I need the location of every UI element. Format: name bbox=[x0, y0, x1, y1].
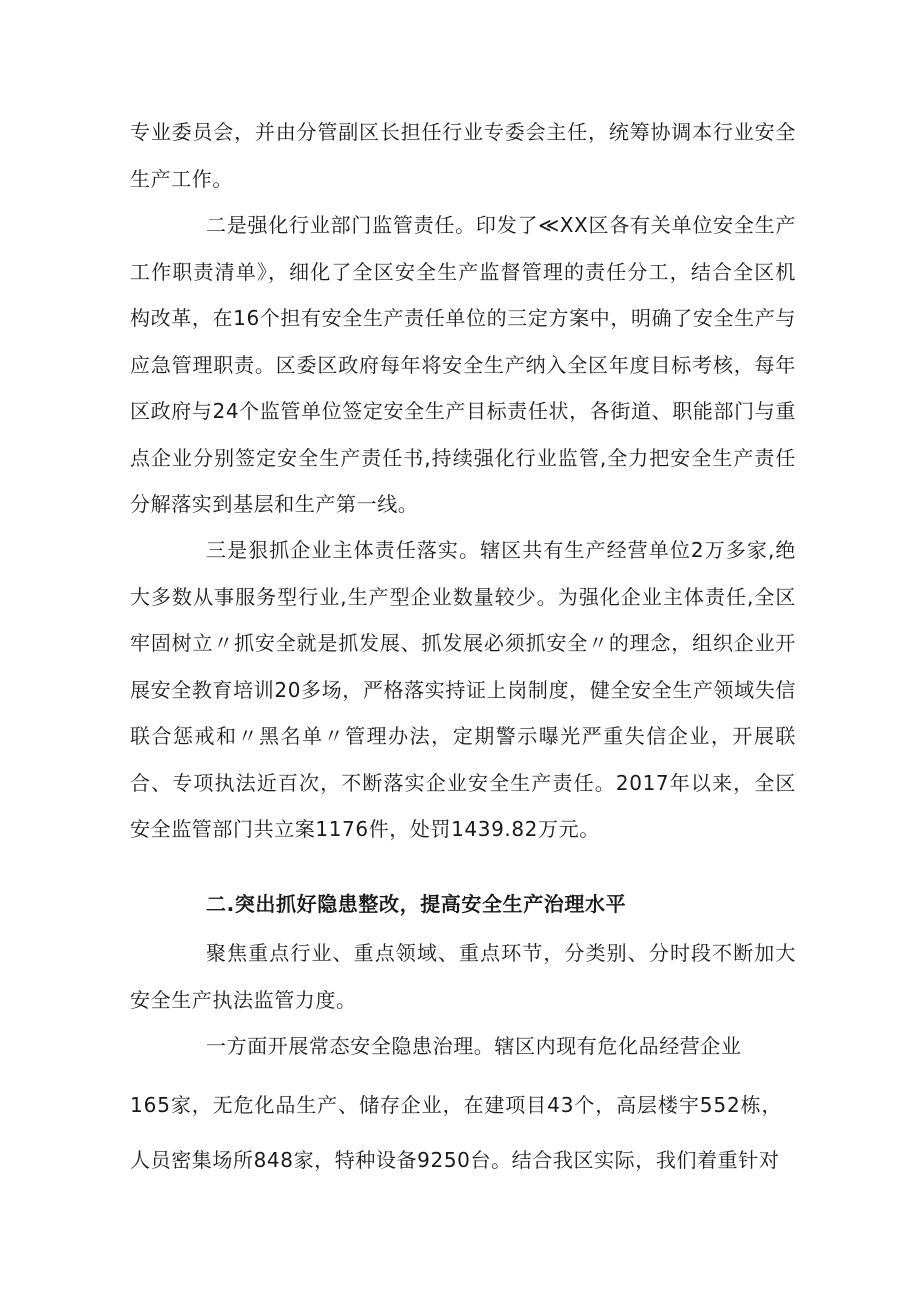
paragraph-2: 二是强化行业部门监管责任。印发了≪XX区各有关单位安全生产工作职责清单》，细化了全区安全生产监督管理的责任分工，结合全区机构改革，在16个担有安全生产责任单位的三定方案中，明确了安全生产与应急管理职责。区委区政府每年将安全生产纳入全区年度目标考核，每年区政府与24个监管单位签定安全生产目标责任状，各街道、职能部门与重点企业分别签定安全生产责任书,持续强化行业监管,全力把安全生产责任分解落实到基层和生产第一线。 bbox=[130, 213, 796, 516]
paragraph-5-line-1: 一方面开展常态安全隐患治理。辖区内现有危化品经营企业 bbox=[206, 1034, 742, 1058]
paragraph-1: 专业委员会，并由分管副区长担任行业专委会主任，统筹协调本行业安全生产工作。 bbox=[130, 120, 796, 191]
paragraph-5-line-3: 人员密集场所848家，特种设备9250台。结合我区实际，我们着重针对 bbox=[130, 1148, 780, 1172]
paragraph-3: 三是狠抓企业主体责任落实。辖区共有生产经营单位2万多家,绝大多数从事服务型行业,生产型企业数量较少。为强化企业主体责任,全区牢固树立〃抓安全就是抓发展、抓发展必须抓安全〃的理念，组织企业开展安全教育培训20多场，严格落实持证上岗制度，健全安全生产领域失信联合惩戒和〃黑名单〃管理办法，定期警示曝光严重失信企业，开展联合、专项执法近百次，不断落实企业安全生产责任。2017年以来，全区安全监管部门共立案1176件，处罚1439.82万元。 bbox=[130, 538, 796, 841]
paragraph-5-line-2: 165家，无危化品生产、储存企业，在建项目43个，高层楼宇552栋， bbox=[130, 1093, 783, 1117]
paragraph-4: 聚焦重点行业、重点领域、重点环节，分类别、分时段不断加大安全生产执法监管力度。 bbox=[130, 941, 796, 1012]
section-heading: 二.突出抓好隐患整改，提高安全生产治理水平 bbox=[206, 892, 627, 916]
